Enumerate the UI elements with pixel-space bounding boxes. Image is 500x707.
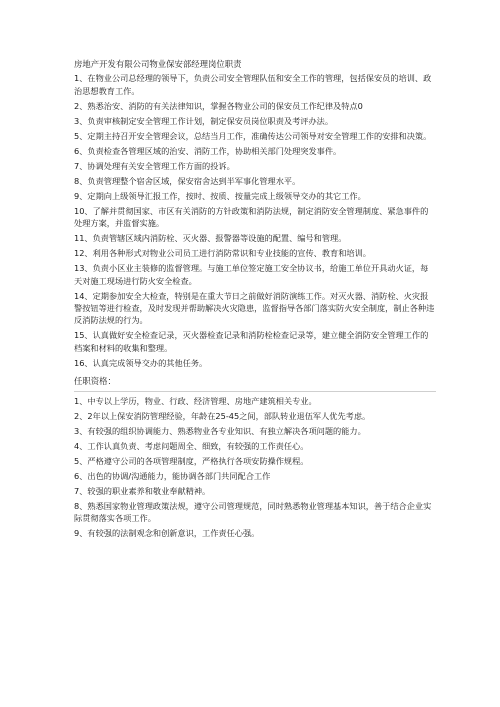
duty-item: 7、协调处理有关安全管理工作方面的投诉。	[74, 160, 235, 171]
section-divider	[74, 391, 436, 392]
duty-item: 3、负责审核制定安全管理工作计划，制定保安员岗位职责及考评办法。	[74, 115, 334, 126]
duty-item: 10、了解并贯彻国家、市区有关消防的方针政策和消防法规，制定消防安全管理制度、紧急事件的处理方案，并监督实施。	[74, 205, 429, 229]
qualification-item: 5、严格遵守公司的各项管理制度，严格执行各项安防操作规程。	[74, 455, 309, 466]
duty-item: 13、负责小区业主装修的监督管理。与施工单位签定施工安全协议书，给施工单位开具动火证，每天对施工现场进行防火安全检查。	[74, 263, 429, 286]
qualification-item: 3、有较强的组织协调能力、熟悉物业各专业知识、有独立解决各项问题的能力。	[74, 425, 366, 436]
duty-item: 12、利用各种形式对物业公司员工进行消防常识和专业技能的宣传、教育和培训。	[74, 248, 371, 259]
duty-item: 6、负责检查各管理区域的治安、消防工作，协助相关部门处理突发事件。	[74, 145, 342, 156]
qualification-item: 7、较强的职业素养和敬业奉献精神。	[74, 485, 211, 496]
qualifications-heading: 任职资格：	[74, 376, 116, 387]
duty-item: 15、认真做好安全检查记录，灭火器检查记录和消防栓检查记录等，建立健全消防安全管理工作的档案和材料的收集和整理。	[74, 330, 429, 353]
qualification-item: 6、出色的协调/沟通能力，能协调各部门共同配合工作	[74, 470, 271, 481]
qualifications-list	[74, 395, 436, 540]
duty-item: 8、负责管理整个宿舍区域，保安宿舍达到半军事化管理水平。	[74, 175, 301, 186]
qualification-item: 4、工作认真负责、考虑问题周全、细致，有较强的工作责任心。	[74, 440, 309, 451]
document-body	[74, 58, 436, 542]
qualification-item: 9、有较强的法制观念和创新意识，工作责任心强。	[74, 528, 260, 539]
duty-item: 16、认真完成领导交办的其他任务。	[74, 357, 208, 368]
duty-item: 2、熟悉治安、消防的有关法律知识，掌握各物业公司的保安员工作纪律及特点0	[74, 100, 363, 111]
qualification-item: 8、熟悉国家物业管理政策法规，遵守公司管理规范，同时熟悉物业管理基本知识，善于结合企业实际贯彻落实各项工作。	[74, 500, 432, 524]
qualification-item: 1、中专以上学历，物业、行政、经济管理、房地产建筑相关专业。	[74, 395, 317, 406]
document-title: 房地产开发有限公司物业保安部经理岗位职责	[74, 59, 242, 69]
duty-item: 1、在物业公司总经理的领导下，负责公司安全管理队伍和安全工作的管理，包括保安员的培训、政治思想教育工作。	[74, 73, 432, 96]
duty-item: 14、定期参加安全大检查，特别是在重大节日之前做好消防演练工作。对灭火器、消防栓、火灾报警按钮等进行检查，及时发现并帮助解决火灾隐患，监督指导各部门落实防火安全制度，制止各种违反消防法规的行为。	[74, 290, 435, 326]
duty-item: 9、定期向上级领导汇报工作，按时、按质、按量完成上级领导交办的其它工作。	[74, 190, 366, 201]
qualification-item: 2、2年以上保安消防管理经验，年龄在25-45之间，部队转业退伍军人优先考虑。	[74, 410, 371, 421]
duties-list	[74, 72, 436, 369]
duty-item: 5、定期主持召开安全管理会议，总结当月工作，准确传达公司领导对安全管理工作的安排和决策。	[74, 130, 432, 141]
duty-item: 11、负责管辖区域内消防栓、灭火器、报警器等设施的配置、编号和管理。	[74, 233, 347, 244]
